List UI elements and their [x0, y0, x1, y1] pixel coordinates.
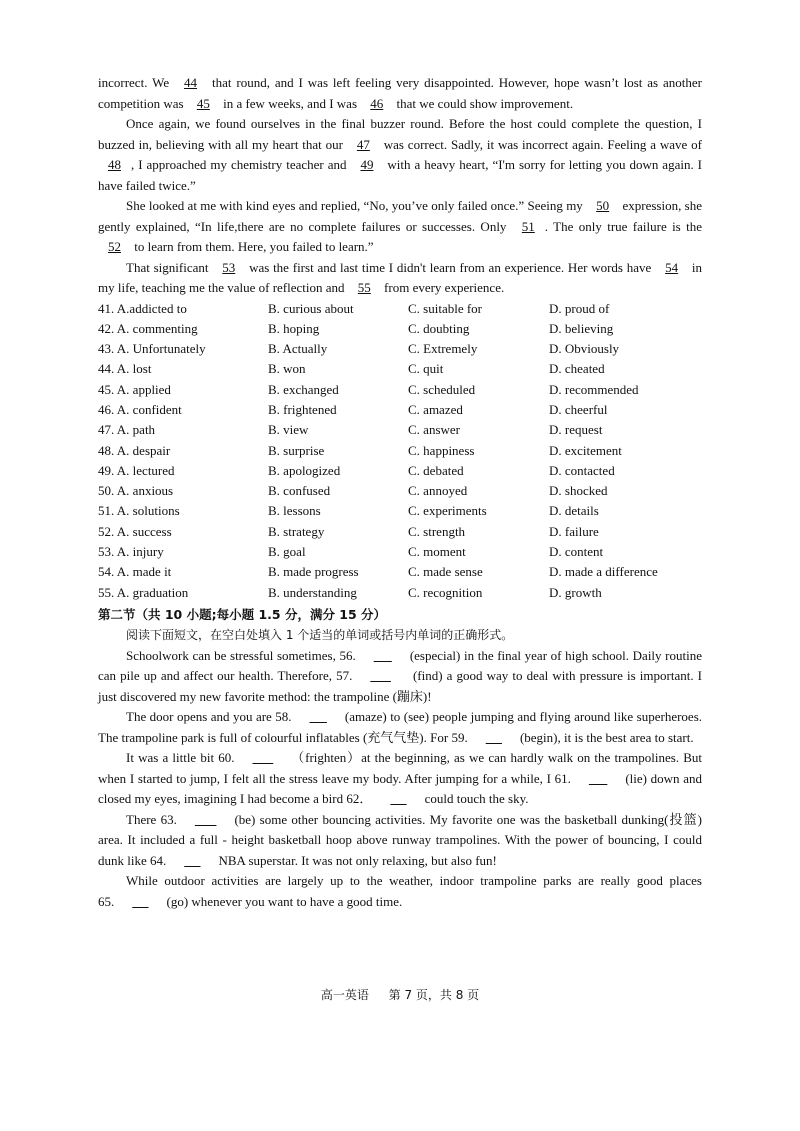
- option-choice: 48. A. despair: [98, 442, 171, 458]
- answer-gap: [177, 812, 235, 827]
- option-row: [98, 441, 702, 461]
- option-row: [98, 542, 702, 562]
- option-choice: D. cheated: [549, 361, 605, 377]
- option-row: [98, 461, 702, 481]
- fill-in-paragraph: [98, 810, 702, 872]
- passage-text: (especial) in the final year of high school. Daily routine can pile up and affect our health. Therefore, 57.: [98, 647, 702, 684]
- answer-gap: [468, 730, 520, 745]
- cloze-paragraph: [98, 114, 702, 196]
- option-choice: 44. A. lost: [98, 361, 152, 377]
- option-choice: D. Obviously: [549, 341, 620, 357]
- passage-text: There 63.: [126, 811, 177, 827]
- option-choice: C. suitable for: [408, 300, 483, 316]
- option-choice: 50. A. anxious: [98, 483, 174, 499]
- cloze-paragraph: [98, 258, 702, 299]
- passage-text: She looked at me with kind eyes and replied, “No, you’ve only failed once.” Seeing my: [126, 198, 587, 213]
- option-choice: 54. A. made it: [98, 564, 172, 580]
- option-choice: 47. A. path: [98, 422, 156, 438]
- option-choice: D. cheerful: [549, 401, 608, 417]
- passage-text: was the first and last time I didn't learn from an experience. Her words have: [245, 259, 656, 275]
- option-row: [98, 562, 702, 582]
- option-choice: B. strategy: [268, 523, 325, 539]
- fill-in-paragraph: [98, 748, 702, 810]
- passage-text: was correct. Sadly, it was incorrect again. Feeling a wave of: [379, 136, 702, 152]
- option-choice: C. made sense: [408, 564, 483, 580]
- answer-gap: [234, 750, 291, 765]
- cloze-passage: [98, 73, 702, 299]
- blank-number: 47: [356, 136, 370, 152]
- option-choice: 51. A. solutions: [98, 503, 180, 519]
- fill-in-paragraph: [98, 707, 702, 748]
- footer-subject: 高一英语: [320, 988, 369, 1002]
- cloze-paragraph: [98, 196, 702, 258]
- option-choice: C. amazed: [408, 401, 463, 417]
- option-row: [98, 583, 702, 603]
- answer-gap: [352, 668, 409, 683]
- option-choice: C. answer: [408, 422, 460, 438]
- passage-text: that we could show improvement.: [393, 95, 574, 111]
- blank-number: 55: [357, 280, 371, 295]
- blank-number: 45: [196, 95, 210, 111]
- passage-text: (begin), it is the best area to start.: [519, 729, 694, 745]
- option-choice: D. proud of: [549, 300, 610, 316]
- section2-instruction: 阅读下面短文，在空白处填入 1 个适当的单词或括号内单词的正确形式。: [126, 627, 514, 642]
- option-choice: C. recognition: [408, 584, 483, 600]
- option-choice: B. apologized: [268, 462, 341, 478]
- option-row: [98, 380, 702, 400]
- option-choice: D. recommended: [549, 381, 639, 397]
- option-choice: 46. A. confident: [98, 401, 182, 417]
- passage-text: , I approached my chemistry teacher and: [131, 157, 351, 172]
- passage-text: incorrect. We: [98, 75, 175, 90]
- option-row: [98, 481, 702, 501]
- option-choice: B. understanding: [268, 584, 357, 600]
- passage-text: in a few weeks, and I was: [219, 95, 361, 111]
- option-choice: 42. A. commenting: [98, 320, 198, 336]
- option-row: [98, 501, 702, 521]
- passage-text: (go) whenever you want to have a good time.: [166, 893, 403, 909]
- passage-text: from every experience.: [380, 280, 505, 295]
- answer-gap: [372, 791, 424, 806]
- option-choice: 49. A. lectured: [98, 462, 175, 478]
- option-choice: C. Extremely: [408, 341, 478, 357]
- option-choice: B. confused: [268, 483, 331, 499]
- passage-text: expression, she gently explained, “In life,there are no complete failures or successes. Only: [98, 198, 702, 234]
- blank-number: 50: [596, 198, 610, 213]
- option-choice: B. exchanged: [268, 381, 339, 397]
- option-choice: 55. A. graduation: [98, 584, 189, 600]
- option-choice: B. frightened: [268, 401, 337, 417]
- answer-gap: [571, 771, 625, 786]
- option-row: [98, 319, 702, 339]
- option-choice: C. scheduled: [408, 381, 476, 397]
- option-row: [98, 420, 702, 440]
- passage-text: （frighten）at the beginning, as we can hardly walk on the trampolines. But when I started to jump, I felt all the stress leave my body. After jumping for a while, I 61.: [98, 750, 703, 786]
- passage-text: (lie) down and closed my eyes, imagining I had become a bird 62．: [98, 770, 703, 807]
- option-choice: B. lessons: [268, 503, 321, 519]
- option-row: [98, 359, 702, 379]
- passage-text: (amaze) to (see) people jumping and flying around like superheroes. The trampoline park is full of colourful inflatables (充气气垫). For 59.: [98, 709, 703, 745]
- page-footer: [0, 986, 800, 1003]
- option-choice: C. doubting: [408, 320, 470, 336]
- blank-number: 46: [370, 95, 384, 111]
- option-choice: B. made progress: [268, 564, 359, 580]
- option-choice: D. content: [549, 544, 604, 560]
- passage-text: The door opens and you are 58.: [126, 709, 292, 725]
- option-choice: D. growth: [549, 584, 602, 600]
- option-choice: B. hoping: [268, 320, 320, 336]
- option-choice: D. made a difference: [549, 564, 658, 580]
- passage-text: That significant: [126, 259, 213, 275]
- option-choice: D. request: [549, 422, 603, 438]
- options-list: [98, 299, 702, 603]
- option-row: [98, 299, 702, 319]
- answer-gap: [356, 648, 410, 663]
- option-choice: D. believing: [549, 320, 614, 336]
- option-row: [98, 400, 702, 420]
- passage-text: could touch the sky.: [424, 791, 529, 807]
- option-choice: C. annoyed: [408, 483, 468, 499]
- option-choice: C. debated: [408, 462, 464, 478]
- fill-in-paragraph: [98, 646, 702, 708]
- option-choice: 53. A. injury: [98, 544, 164, 560]
- option-choice: 43. A. Unfortunately: [98, 341, 206, 357]
- option-choice: B. goal: [268, 544, 306, 560]
- option-choice: 52. A. success: [98, 523, 172, 539]
- option-choice: D. failure: [549, 523, 599, 539]
- option-choice: D. contacted: [549, 462, 615, 478]
- answer-gap: [292, 709, 345, 724]
- blank-number: 54: [665, 259, 679, 275]
- passage-text: NBA superstar. It was not only relaxing, but also fun!: [218, 852, 497, 868]
- blank-number: 49: [360, 157, 374, 172]
- option-choice: 45. A. applied: [98, 381, 171, 397]
- page-content: [98, 73, 702, 912]
- option-choice: D. excitement: [549, 442, 622, 458]
- option-choice: C. strength: [408, 523, 466, 539]
- passage-text: Schoolwork can be stressful sometimes, 56.: [126, 647, 356, 663]
- passage-text: that round, and I was left feeling very disappointed. However, hope wasn’t lost as another competition was: [98, 75, 703, 111]
- option-choice: B. surprise: [268, 442, 325, 458]
- option-choice: B. won: [268, 361, 306, 377]
- passage-text: . The only true failure is the: [544, 218, 702, 234]
- blank-number: 52: [108, 239, 121, 254]
- fill-in-paragraph: [98, 871, 702, 912]
- answer-gap: [166, 853, 218, 868]
- option-choice: C. quit: [408, 361, 444, 377]
- blank-number: 48: [108, 157, 121, 172]
- passage-text: While outdoor activities are largely up to the weather, indoor trampoline parks are really good places 65.: [98, 873, 702, 909]
- cloze-paragraph: [98, 73, 702, 114]
- passage-text: with a heavy heart, “I'm sorry for letting you down again. I have failed twice.”: [98, 157, 703, 193]
- passage-text: in my life, teaching me the value of reflection and: [98, 259, 702, 295]
- passage-text: (find) a good way to deal with pressure is important. I just discovered my new favorite method: the trampoline (蹦床)!: [98, 668, 703, 704]
- blank-number: 44: [184, 75, 198, 90]
- blank-number: 53: [222, 259, 236, 275]
- passage-text: (be) some other bouncing activities. My favorite one was the basketball dunking(投篮) area. It included a full - height basketball hoop above runway trampolines. With the power of bouncing, I could dunk like 64.: [98, 811, 703, 868]
- footer-page-number: 第 7 页，共 8 页: [388, 988, 480, 1002]
- option-row: [98, 522, 702, 542]
- blank-number: 51: [521, 218, 535, 234]
- fill-in-passage: [98, 646, 702, 913]
- option-choice: C. experiments: [408, 503, 487, 519]
- option-choice: B. curious about: [268, 300, 354, 316]
- passage-text: Once again, we found ourselves in the final buzzer round. Before the host could complete the question, I buzzed in, believing with all my heart that our: [98, 116, 702, 152]
- section2-heading: 第二节（共 10 小题;每小题 1.5 分，满分 15 分）: [98, 606, 387, 622]
- option-choice: C. happiness: [408, 442, 475, 458]
- answer-gap: [114, 894, 166, 909]
- option-choice: 41. A.addicted to: [98, 300, 187, 316]
- option-choice: B. Actually: [268, 341, 328, 357]
- option-choice: D. details: [549, 503, 599, 519]
- option-row: [98, 339, 702, 359]
- passage-text: It was a little bit 60.: [126, 750, 235, 766]
- option-choice: C. moment: [408, 544, 466, 560]
- option-choice: D. shocked: [549, 483, 608, 499]
- passage-text: to learn from them. Here, you failed to learn.”: [131, 239, 374, 254]
- option-choice: B. view: [268, 422, 309, 438]
